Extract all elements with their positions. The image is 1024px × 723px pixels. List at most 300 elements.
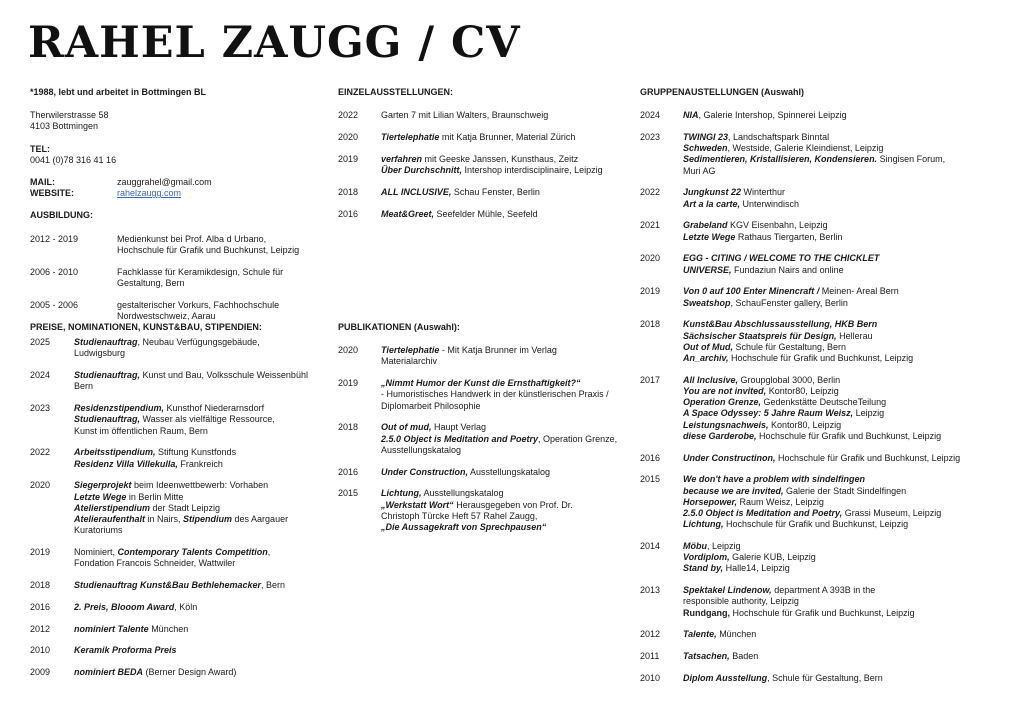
entry-segment: Residenz Villa Villekulla, xyxy=(74,458,178,469)
entry-line xyxy=(683,596,990,607)
entry-text xyxy=(381,110,628,121)
entry-segment: responsible authority, Leipzig xyxy=(683,596,799,607)
list-item xyxy=(640,375,990,442)
entry-year: 2023 xyxy=(30,403,51,414)
entry-line xyxy=(74,381,330,392)
entry-line xyxy=(683,673,990,684)
entry-segment: because we are invited, xyxy=(683,485,784,496)
entry-text xyxy=(381,422,628,456)
list-item xyxy=(338,422,628,456)
entry-line xyxy=(683,253,990,264)
entry-segment: Rathaus Tiergarten, Berlin xyxy=(735,231,843,242)
publikationen-list xyxy=(338,345,628,533)
entry-text xyxy=(381,378,628,412)
entry-year: 2019 xyxy=(338,378,359,389)
list-item xyxy=(640,453,990,464)
entry-segment: Studienauftrag, xyxy=(74,414,141,425)
entry-segment: TWINGI 23 xyxy=(683,132,729,142)
mail-label: MAIL: xyxy=(30,177,55,188)
entry-year: 2021 xyxy=(640,220,661,231)
entry-year: 2012 xyxy=(640,629,661,640)
address-line: Therwilerstrasse 58 xyxy=(30,110,109,121)
entry-line xyxy=(381,356,628,367)
entry-segment: Tiertelephatie xyxy=(381,345,440,356)
entry-segment: Stand by, xyxy=(683,563,724,574)
list-item xyxy=(338,187,628,198)
entry-text xyxy=(74,645,330,656)
page-title: RAHEL ZAUGG / CV xyxy=(28,18,521,68)
entry-year: 2012 - 2019 xyxy=(30,233,79,244)
website-link[interactable]: rahelzaugg.com xyxy=(117,188,182,199)
entry-segment: Residenzstipendium, xyxy=(74,403,165,414)
entry-segment: Under Constructinon, xyxy=(683,452,776,463)
entry-year: 2018 xyxy=(338,422,359,433)
entry-segment: „Nimmt Humor der Kunst die Ernsthaftigkeit?“ xyxy=(381,378,581,389)
entry-segment: Christoph Türcke Heft 57 Rahel Zaugg, xyxy=(381,510,538,521)
entry-text xyxy=(683,319,990,364)
entry-line xyxy=(381,488,628,499)
einzel-section xyxy=(338,87,628,230)
entry-text xyxy=(74,447,330,469)
entry-year: 2012 xyxy=(30,623,51,634)
entry-segment: Atelieraufenthalt xyxy=(74,514,146,525)
entry-year: 2022 xyxy=(30,447,51,458)
list-item xyxy=(30,337,330,359)
entry-text xyxy=(74,580,330,591)
entry-segment: Wasser als vielfältige Ressource, xyxy=(140,414,275,425)
entry-line xyxy=(683,541,990,552)
entry-segment: Tatsachen, xyxy=(683,651,730,662)
entry-line xyxy=(381,345,628,356)
entry-line xyxy=(117,267,320,278)
entry-segment: UNIVERSE, xyxy=(683,264,732,275)
entry-text xyxy=(74,403,330,437)
entry-segment: Intershop interdisciplinaire, Leipzig xyxy=(462,165,603,175)
entry-segment: Fachklasse für Keramikdesign, Schule für xyxy=(117,266,284,277)
entry-text xyxy=(683,629,990,640)
entry-segment: Contemporary Talents Competition xyxy=(117,547,268,558)
list-item xyxy=(30,370,330,392)
entry-line xyxy=(683,397,990,408)
entry-segment: Kuratoriums xyxy=(74,525,123,536)
entry-text xyxy=(683,286,990,308)
entry-segment: Stipendium xyxy=(183,514,233,525)
entry-segment: Hochschule für Grafik und Buchkunst, Leipzig xyxy=(728,353,914,364)
entry-line xyxy=(683,608,990,619)
entry-year: 2014 xyxy=(640,541,661,552)
entry-segment: Studienauftrag Kunst&Bau Bethlehemacker xyxy=(74,580,262,591)
entry-segment: Diplom Ausstellung xyxy=(683,673,768,684)
entry-segment: We don't have a problem with sindelfingen xyxy=(683,474,865,485)
entry-segment: Herausgegeben von Prof. Dr. xyxy=(453,499,573,510)
entry-segment: Hochschule für Grafik und Buchkunst, Leipzig xyxy=(756,430,942,441)
entry-year: 2005 - 2006 xyxy=(30,299,79,310)
entry-segment: , Köln xyxy=(174,601,198,612)
entry-segment: Frankreich xyxy=(177,458,223,469)
entry-segment: Operation Grenze, xyxy=(683,397,762,408)
list-item xyxy=(30,580,330,591)
entry-line xyxy=(683,132,990,143)
entry-segment: 2.5.0 Object is Meditation and Poetry xyxy=(381,433,539,444)
entry-line xyxy=(74,503,330,514)
entry-segment: Garten 7 mit Lilian Walters, Braunschweig xyxy=(381,110,549,121)
entry-segment: An_archiv, xyxy=(683,353,729,364)
entry-line xyxy=(74,645,330,656)
entry-line xyxy=(381,389,628,400)
entry-segment: Sedimentieren, Kristallisieren, Kondensieren. xyxy=(683,154,878,165)
entry-line xyxy=(381,209,628,220)
entry-line xyxy=(117,300,320,311)
website-label: WEBSITE: xyxy=(30,188,74,199)
entry-segment: in Nairs, xyxy=(145,514,184,525)
entry-text xyxy=(683,585,990,619)
entry-segment: , SchauFenster gallery, Berlin xyxy=(730,297,848,308)
entry-text xyxy=(74,337,330,359)
preise-heading: PREISE, NOMINATIONEN, KUNST&BAU, STIPENDIEN: xyxy=(30,322,262,332)
list-item xyxy=(30,480,330,536)
ausbildung-heading: AUSBILDUNG: xyxy=(30,210,93,221)
tel-value: 0041 (0)78 316 41 16 xyxy=(30,154,117,165)
entry-segment: , Galerie Intershop, Spinnerei Leipzig xyxy=(698,110,847,121)
entry-segment: Kunsthof Niederarnsdorf xyxy=(164,403,265,414)
entry-text xyxy=(381,488,628,533)
entry-segment: All Inclusive, xyxy=(683,374,739,385)
entry-text xyxy=(74,480,330,536)
entry-segment: Galerie KUB, Leipzig xyxy=(729,552,816,563)
entry-line xyxy=(683,508,990,519)
entry-line xyxy=(683,187,990,198)
entry-year: 2013 xyxy=(640,585,661,596)
entry-text xyxy=(381,209,628,220)
entry-segment: Studienauftrag xyxy=(74,337,138,348)
entry-year: 2015 xyxy=(338,488,359,499)
entry-line xyxy=(381,132,628,143)
entry-line xyxy=(74,514,330,525)
list-item xyxy=(338,345,628,367)
einzel-heading: EINZELAUSSTELLUNGEN: xyxy=(338,87,454,97)
entry-line xyxy=(683,375,990,386)
entry-line xyxy=(74,403,330,414)
entry-line xyxy=(381,467,628,478)
entry-segment: Kontor80, Leipzig xyxy=(768,419,842,430)
entry-line xyxy=(381,154,628,165)
entry-line xyxy=(117,245,320,256)
entry-year: 2016 xyxy=(338,208,359,219)
entry-segment: Letzte Wege xyxy=(74,491,127,502)
entry-year: 2017 xyxy=(640,374,661,385)
entry-segment: Siegerprojekt xyxy=(74,480,132,491)
entry-text xyxy=(381,467,628,478)
entry-text xyxy=(683,651,990,662)
entry-line xyxy=(117,278,320,289)
entry-year: 2010 xyxy=(640,673,661,684)
entry-segment: Tiertelephatie xyxy=(381,132,440,142)
entry-segment: KGV Eisenbahn, Leipzig xyxy=(727,220,828,231)
entry-line xyxy=(381,522,628,533)
entry-year: 2024 xyxy=(30,370,51,381)
entry-segment: Galerie der Stadt Sindelfingen xyxy=(783,485,907,496)
entry-segment: Hochschule für Grafik und Buchkunst, Leipzig xyxy=(730,607,915,618)
entry-segment: diese Garderobe, xyxy=(683,430,757,441)
entry-segment: nominiert Talente xyxy=(74,623,149,634)
list-item xyxy=(338,110,628,121)
entry-text xyxy=(683,220,990,242)
publikationen-heading: PUBLIKATIONEN (Auswahl): xyxy=(338,322,460,332)
entry-text xyxy=(683,541,990,575)
entry-line xyxy=(74,426,330,437)
entry-segment: Out of mud, xyxy=(381,422,432,433)
entry-segment: Hochschule für Grafik und Buchkunst, Leipzig xyxy=(723,519,909,530)
entry-line xyxy=(683,420,990,431)
entry-text xyxy=(381,345,628,367)
entry-segment: Art a la carte, xyxy=(683,198,741,209)
entry-year: 2023 xyxy=(640,132,661,142)
entry-segment: Schweden xyxy=(683,143,728,154)
entry-segment: Grassi Museum, Leipzig xyxy=(842,508,942,519)
entry-line xyxy=(683,353,990,364)
entry-segment: „Werkstatt Wort“ xyxy=(381,499,454,510)
entry-segment: Spektakel Lindenow, xyxy=(683,585,772,596)
entry-year: 2011 xyxy=(640,651,660,662)
entry-line xyxy=(683,265,990,276)
entry-segment: Vordiplom, xyxy=(683,552,730,563)
list-item xyxy=(338,154,628,176)
entry-line xyxy=(683,563,990,574)
entry-line xyxy=(683,286,990,297)
entry-text xyxy=(683,474,990,530)
list-item xyxy=(640,286,990,308)
list-item xyxy=(30,547,330,569)
entry-segment: Lichtung, xyxy=(683,519,724,530)
entry-segment: , Westside, Galerie Kleindienst, Leipzig xyxy=(727,143,884,154)
entry-segment: Materialarchiv xyxy=(381,356,438,367)
entry-segment: EGG - CITING / WELCOME TO THE CHICKLET xyxy=(683,253,880,264)
entry-segment: Letzte Wege xyxy=(683,231,736,242)
list-item xyxy=(338,378,628,412)
entry-line xyxy=(74,414,330,425)
entry-text xyxy=(683,132,990,177)
entry-segment: verfahren xyxy=(381,153,423,164)
list-item xyxy=(30,624,330,635)
list-item xyxy=(30,447,330,469)
list-item xyxy=(640,585,990,619)
list-item xyxy=(30,602,330,613)
list-item xyxy=(338,132,628,143)
list-item xyxy=(640,673,990,684)
entry-text xyxy=(683,375,990,442)
entry-segment: Lichtung, xyxy=(381,488,422,499)
list-item xyxy=(640,629,990,640)
entry-segment: des Aargauer xyxy=(232,514,289,525)
entry-text xyxy=(381,154,628,176)
entry-line xyxy=(683,497,990,508)
entry-line xyxy=(381,401,628,412)
entry-text xyxy=(683,110,990,121)
personal-info xyxy=(30,87,320,333)
entry-year: 2018 xyxy=(640,319,661,330)
publikationen-section xyxy=(338,322,628,544)
entry-line xyxy=(74,492,330,503)
entry-segment: Grabeland xyxy=(683,220,728,231)
entry-year: 2018 xyxy=(338,186,359,197)
entry-year: 2016 xyxy=(640,452,661,463)
entry-segment: Jungkunst 22 xyxy=(683,187,742,198)
entry-segment: Schule für Gestaltung, Bern xyxy=(732,341,847,352)
entry-segment: (Berner Design Award) xyxy=(143,667,237,678)
entry-line xyxy=(74,602,330,613)
list-item xyxy=(640,651,990,662)
entry-line xyxy=(381,378,628,389)
entry-text xyxy=(683,453,990,464)
entry-segment: , Landschaftspark Binntal xyxy=(728,132,830,142)
entry-line xyxy=(381,445,628,456)
entry-segment: in Berlin Mitte xyxy=(126,491,184,502)
entry-year: 2010 xyxy=(30,645,51,656)
entry-line xyxy=(683,331,990,342)
entry-segment: Muri AG xyxy=(683,165,716,176)
einzel-list xyxy=(338,110,628,220)
entry-line xyxy=(381,110,628,121)
entry-line xyxy=(683,453,990,464)
address-line: 4103 Bottmingen xyxy=(30,121,99,132)
entry-line xyxy=(683,408,990,419)
entry-text xyxy=(74,370,330,392)
entry-text xyxy=(683,187,990,209)
gruppen-section xyxy=(640,87,990,695)
mail-value: zauggrahel@gmail.com xyxy=(117,177,212,188)
entry-segment: A Space Odyssey: 5 Jahre Raum Weisz, xyxy=(683,408,854,419)
gruppen-heading: GRUPPENAUSTELLUNGEN (Auswahl) xyxy=(640,87,805,97)
entry-segment: München xyxy=(148,623,189,634)
entry-segment: Über Durchschnitt, xyxy=(381,165,463,175)
entry-segment: Groupglobal 3000, Berlin xyxy=(738,374,841,385)
list-item xyxy=(30,667,330,678)
entry-segment: Gestaltung, Bern xyxy=(117,277,185,288)
entry-line xyxy=(74,447,330,458)
list-item xyxy=(640,110,990,121)
entry-line xyxy=(683,486,990,497)
entry-line xyxy=(74,459,330,470)
entry-segment: mit Geeske Janssen, Kunsthaus, Zeitz xyxy=(422,153,579,164)
entry-line xyxy=(74,580,330,591)
entry-segment: der Stadt Leipzig xyxy=(150,502,221,513)
entry-line xyxy=(683,110,990,121)
entry-segment: NIA xyxy=(683,110,699,121)
entry-line xyxy=(683,651,990,662)
entry-line xyxy=(381,511,628,522)
entry-segment: Nominiert, xyxy=(74,547,118,558)
entry-text xyxy=(74,547,330,569)
entry-line xyxy=(683,154,990,165)
entry-text xyxy=(117,300,320,322)
entry-line xyxy=(74,370,330,381)
entry-line xyxy=(683,629,990,640)
entry-line xyxy=(74,525,330,536)
entry-segment: Möbu xyxy=(683,541,707,552)
entry-line xyxy=(117,234,320,245)
entry-line xyxy=(381,165,628,176)
entry-segment: Raum Weisz, Leipzig xyxy=(737,496,824,507)
entry-segment: Seefelder Mühle, Seefeld xyxy=(434,208,538,219)
entry-segment: Kunst im öffentlichen Raum, Bern xyxy=(74,425,208,436)
entry-line xyxy=(381,187,628,198)
entry-line xyxy=(683,474,990,485)
entry-segment: Talente, xyxy=(683,629,717,640)
entry-year: 2016 xyxy=(338,466,359,477)
entry-segment: Hochschule für Grafik und Buchkunst, Leipzig xyxy=(775,452,961,463)
entry-segment: Out of Mud, xyxy=(683,341,733,352)
preise-section xyxy=(30,322,330,689)
tel-label: TEL: xyxy=(30,143,50,154)
list-item xyxy=(338,467,628,478)
entry-line xyxy=(683,232,990,243)
list-item xyxy=(30,645,330,656)
ausbildung-list xyxy=(30,234,320,322)
entry-line xyxy=(683,386,990,397)
entry-segment: Kunst&Bau Abschlussausstellung, HKB Bern xyxy=(683,319,878,330)
entry-segment: Under Construction, xyxy=(381,466,468,477)
entry-segment: 2.5.0 Object is Meditation and Poetry, xyxy=(683,508,843,519)
entry-text xyxy=(683,253,990,275)
entry-line xyxy=(683,342,990,353)
entry-segment: „Die Aussagekraft von Sprechpausen“ xyxy=(381,522,547,533)
entry-line xyxy=(683,519,990,530)
list-item xyxy=(30,234,320,256)
entry-text xyxy=(117,267,320,289)
entry-segment: , Neubau Verfügungsgebäude, xyxy=(137,337,260,348)
entry-line xyxy=(683,552,990,563)
list-item xyxy=(30,300,320,322)
list-item xyxy=(640,319,990,364)
list-item xyxy=(640,541,990,575)
entry-text xyxy=(74,602,330,613)
entry-segment: , Operation Grenze, xyxy=(538,433,618,444)
entry-segment: Sächsischer Staatspreis für Design, xyxy=(683,330,837,341)
list-item xyxy=(640,187,990,209)
list-item xyxy=(30,403,330,437)
entry-year: 2020 xyxy=(640,253,661,264)
entry-segment: Medienkunst bei Prof. Alba d Urbano, xyxy=(117,233,267,244)
entry-segment: - Mit Katja Brunner im Verlag xyxy=(439,345,557,356)
list-item xyxy=(640,132,990,177)
entry-year: 2018 xyxy=(30,580,51,591)
list-item xyxy=(640,474,990,530)
entry-line xyxy=(74,480,330,491)
entry-segment: 2. Preis, Blooom Award xyxy=(74,601,175,612)
entry-line xyxy=(74,624,330,635)
entry-segment: Leipzig xyxy=(853,408,885,419)
entry-segment: Winterthur xyxy=(741,187,786,198)
entry-segment: Rundgang, xyxy=(683,607,730,618)
entry-segment: , Bern xyxy=(261,580,286,591)
entry-segment: , xyxy=(267,547,271,558)
entry-text xyxy=(74,624,330,635)
entry-segment: gestalterischer Vorkurs, Fachhochschule xyxy=(117,299,280,310)
entry-line xyxy=(683,319,990,330)
entry-segment: Kunst und Bau, Volksschule Weissenbühl xyxy=(140,370,308,381)
list-item xyxy=(338,209,628,220)
entry-year: 2019 xyxy=(30,547,51,558)
entry-segment: Halle14, Leipzig xyxy=(723,563,790,574)
entry-segment: mit Katja Brunner, Material Zürich xyxy=(439,132,576,142)
entry-line xyxy=(381,500,628,511)
entry-segment: Nordwestschweiz, Aarau xyxy=(117,310,216,321)
entry-segment: , Leipzig xyxy=(707,541,741,552)
entry-segment: - Humoristisches Handwerk in der künstlerischen Praxis / xyxy=(381,389,609,400)
entry-segment: München xyxy=(716,629,757,640)
entry-text xyxy=(74,667,330,678)
entry-year: 2025 xyxy=(30,337,51,348)
